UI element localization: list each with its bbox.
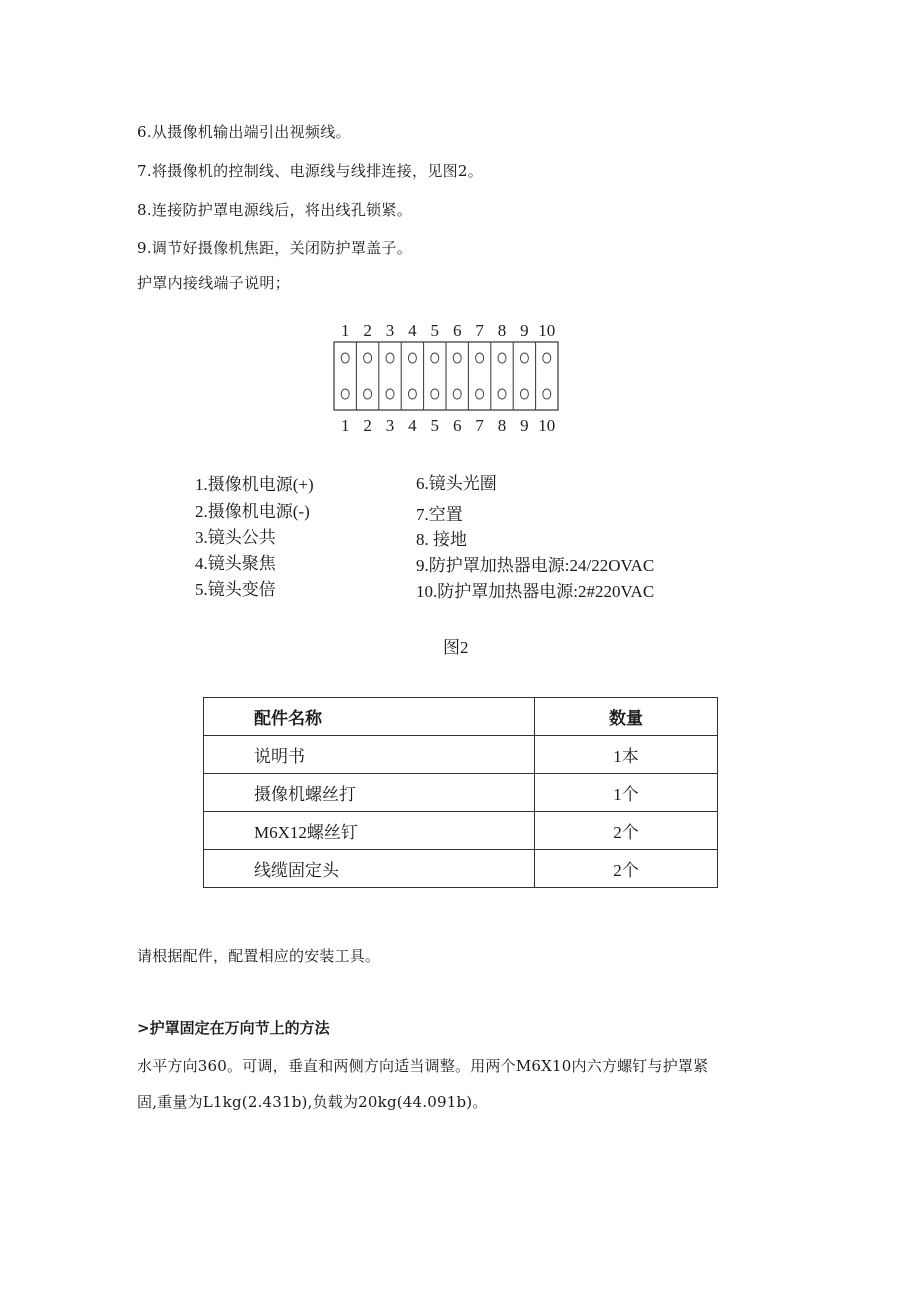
- terminal-number-top: 5: [430, 321, 440, 340]
- terminal-number-bottom: 9: [520, 416, 529, 435]
- terminal-screw-icon: [476, 353, 484, 363]
- terminal-number-top: 4: [408, 321, 417, 340]
- part-name: 线缆固定头: [204, 850, 535, 888]
- step-7: 7.将摄像机的控制线、电源线与线排连接，见图2。: [137, 162, 484, 180]
- terminal-top-numbers: [341, 321, 555, 340]
- terminal-screw-icon: [543, 353, 551, 363]
- terminal-number-bottom: 3: [385, 416, 395, 435]
- part-name: 摄像机螺丝打: [204, 774, 535, 812]
- part-quantity: 1个: [535, 774, 718, 812]
- terminal-number-bottom: 1: [340, 416, 350, 435]
- table-row: [204, 812, 718, 850]
- terminal-number-bottom: 7: [475, 416, 484, 435]
- part-name: 说明书: [204, 736, 535, 774]
- terminal-screw-icon: [498, 353, 506, 363]
- legend-item-6: 6.镜头光圈: [416, 474, 497, 493]
- step-6: 6.从摄像机输出端引出视频线。: [137, 123, 351, 141]
- legend-item-1: 1.摄像机电源(+): [195, 475, 314, 494]
- terminal-number-top: 7: [475, 321, 484, 340]
- section-body-line-2: 固,重量为L1kg(2.431b),负载为20kg(44.091b)。: [137, 1093, 488, 1111]
- step-9: 9.调节好摄像机焦距，关闭防护罩盖子。: [137, 239, 413, 257]
- tool-note: 请根据配件，配置相应的安装工具。: [137, 947, 381, 965]
- table-row: [204, 850, 718, 888]
- terminal-screw-icon: [341, 353, 349, 363]
- terminal-block-diagram: [330, 318, 566, 436]
- step-8: 8.连接防护罩电源线后，将出线孔锁紧。: [137, 201, 413, 219]
- figure-caption: 图2: [443, 638, 469, 657]
- terminal-number-top: 2: [363, 321, 372, 340]
- legend-item-2: 2.摄像机电源(-): [195, 502, 310, 521]
- legend-item-4: 4.镜头聚焦: [195, 554, 276, 573]
- terminal-screw-icon: [386, 389, 394, 399]
- terminal-screw-icon: [431, 389, 439, 399]
- terminal-number-bottom: 8: [497, 416, 507, 435]
- legend-item-10: 10.防护罩加热器电源:2#220VAC: [416, 582, 655, 601]
- terminal-number-top: 6: [452, 321, 462, 340]
- terminal-screw-icon: [543, 389, 551, 399]
- table-row: [204, 736, 718, 774]
- terminal-screw-icon: [520, 353, 528, 363]
- terminal-screw-icon: [453, 389, 461, 399]
- terminal-screw-icon: [341, 389, 349, 399]
- part-name: M6X12螺丝钉: [204, 812, 535, 850]
- terminal-number-top: 10: [538, 321, 556, 340]
- terminal-number-top: 8: [497, 321, 507, 340]
- terminal-screw-icon: [498, 389, 506, 399]
- terminal-screw-icon: [520, 389, 528, 399]
- legend-item-3: 3.镜头公共: [195, 528, 276, 547]
- terminal-screw-icon: [431, 353, 439, 363]
- terminal-screw-icon: [364, 389, 372, 399]
- terminal-screw-icon: [476, 389, 484, 399]
- part-quantity: 2个: [535, 850, 718, 888]
- terminal-number-bottom: 5: [430, 416, 440, 435]
- terminal-intro: 护罩内接线端子说明；: [137, 274, 291, 292]
- terminal-number-bottom: 4: [408, 416, 417, 435]
- terminal-screw-icon: [364, 353, 372, 363]
- terminal-number-bottom: 6: [452, 416, 462, 435]
- legend-item-7: 7.空置: [416, 505, 463, 524]
- terminal-screw-icon: [408, 353, 416, 363]
- table-row: [204, 774, 718, 812]
- terminal-number-bottom: 2: [363, 416, 372, 435]
- terminal-screw-icon: [453, 353, 461, 363]
- legend-item-5: 5.镜头变倍: [195, 580, 276, 599]
- terminal-cells: [341, 342, 551, 410]
- terminal-number-bottom: 10: [538, 416, 556, 435]
- legend-item-9: 9.防护罩加热器电源:24/22OVAC: [416, 556, 655, 575]
- section-body-line-1: 水平方向360。可调，垂直和两侧方向适当调整。用两个M6X10内六方螺钉与护罩紧: [137, 1057, 709, 1075]
- terminal-number-top: 3: [385, 321, 395, 340]
- header-quantity: 数量: [535, 698, 718, 736]
- terminal-screw-icon: [408, 389, 416, 399]
- part-quantity: 2个: [535, 812, 718, 850]
- part-quantity: 1本: [535, 736, 718, 774]
- section-heading: >护罩固定在万向节上的方法: [137, 1019, 330, 1037]
- table-header-row: [204, 698, 718, 736]
- legend-item-8: 8. 接地: [416, 530, 467, 549]
- terminal-screw-icon: [386, 353, 394, 363]
- terminal-number-top: 1: [340, 321, 350, 340]
- header-part-name: 配件名称: [204, 698, 535, 736]
- parts-table: [203, 697, 718, 888]
- terminal-number-top: 9: [520, 321, 529, 340]
- terminal-bottom-numbers: [341, 416, 555, 435]
